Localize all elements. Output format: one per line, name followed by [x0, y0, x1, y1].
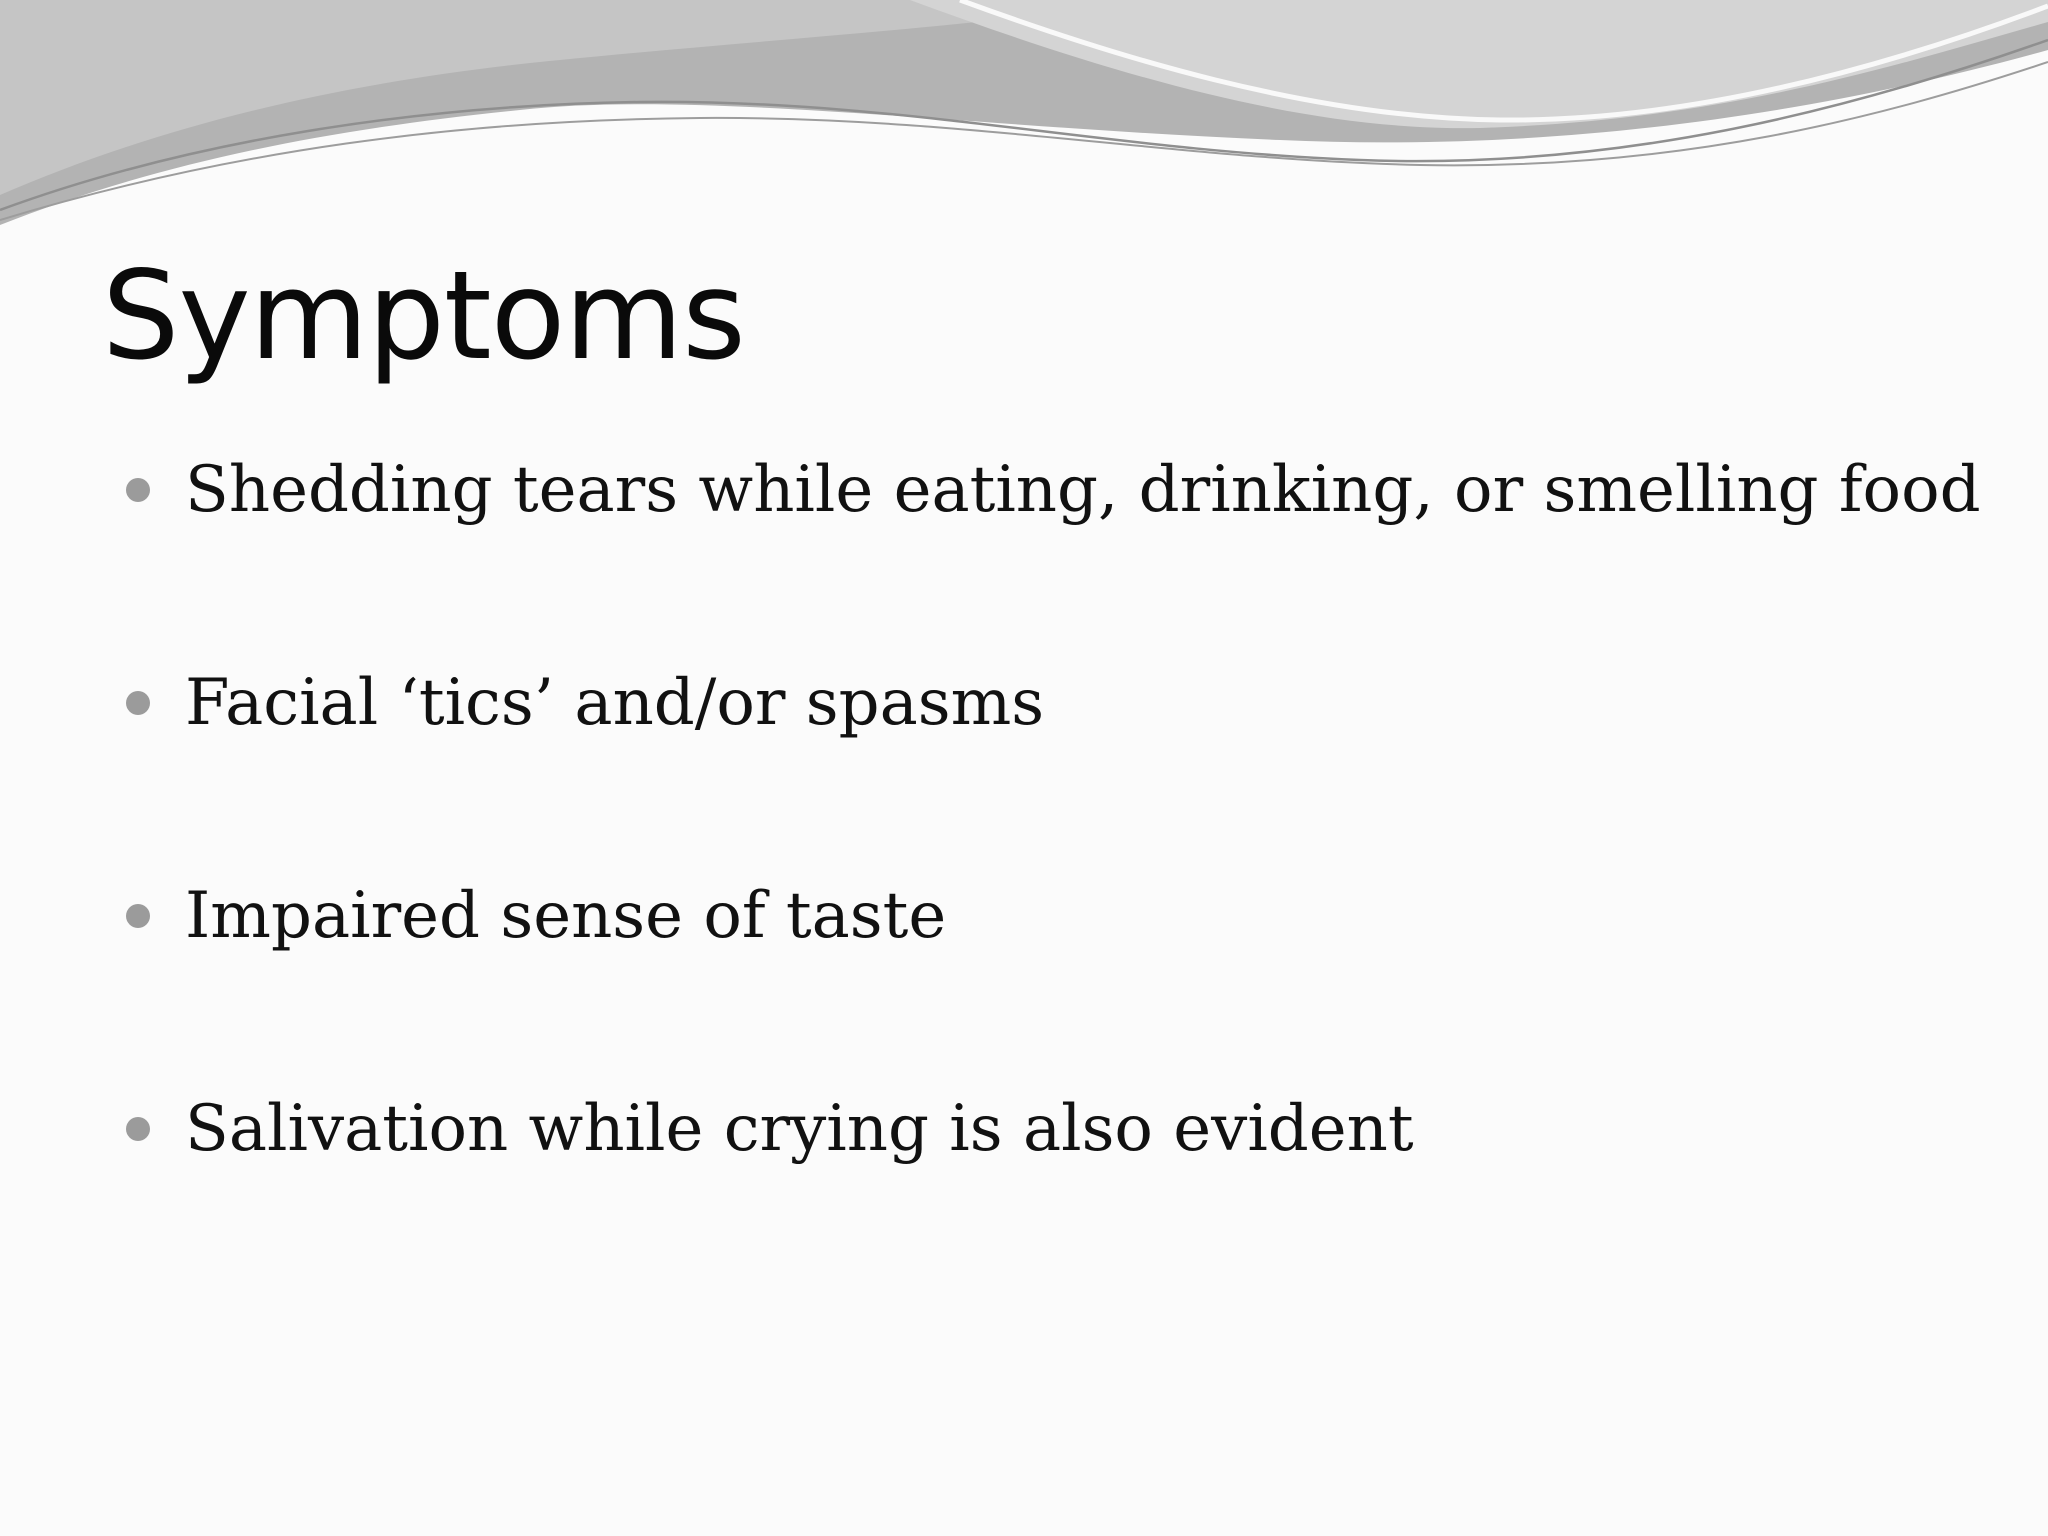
- bullet-icon: [126, 1117, 150, 1141]
- bullet-icon: [126, 478, 150, 502]
- header-wave-decoration: [0, 0, 2048, 240]
- bullet-icon: [126, 904, 150, 928]
- bullet-list: [126, 440, 1981, 1292]
- bullet-text: Facial ‘tics’ and/or spasms: [185, 666, 1045, 740]
- bullet-text: Shedding tears while eating, drinking, or smelling food: [185, 453, 1981, 527]
- list-item: [126, 653, 1981, 753]
- slide-title: Symptoms: [102, 245, 745, 387]
- bullet-text: Salivation while crying is also evident: [185, 1092, 1414, 1166]
- list-item: [126, 866, 1981, 966]
- list-item: [126, 1079, 1981, 1179]
- list-item: [126, 440, 1981, 540]
- bullet-text: Impaired sense of taste: [185, 879, 947, 953]
- bullet-icon: [126, 691, 150, 715]
